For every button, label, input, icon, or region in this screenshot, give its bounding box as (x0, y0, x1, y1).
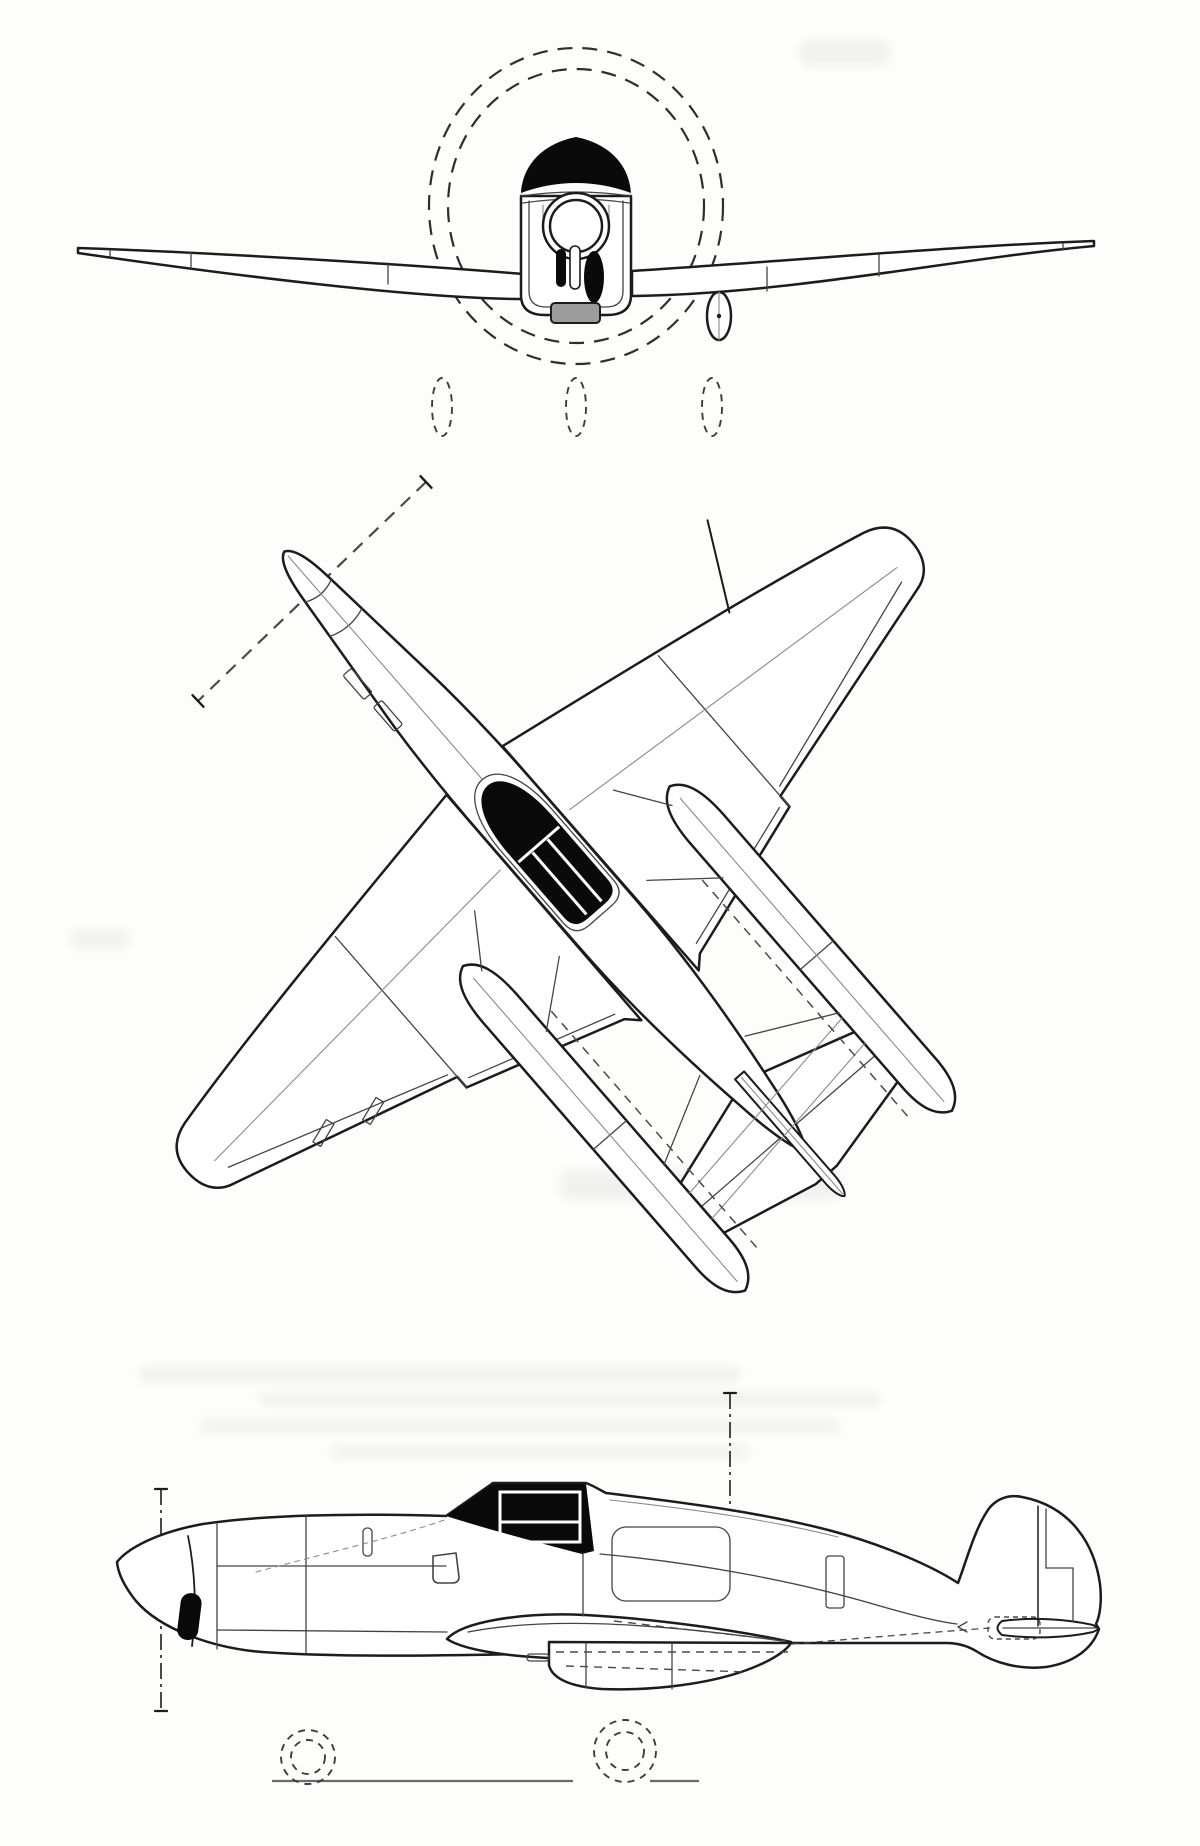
intake-slot-left (556, 249, 566, 287)
ghost-wheels-front (432, 378, 722, 436)
exhaust-opening-front (584, 251, 604, 303)
intake-slot-centre (570, 246, 580, 289)
canopy-dome-front (521, 137, 631, 193)
ground-and-wheels (272, 1720, 699, 1784)
front-view (78, 48, 1094, 436)
radiator-block (551, 303, 600, 323)
main-wheel-front (707, 292, 731, 340)
fuselage-front (521, 137, 631, 323)
ghost-wheel (281, 1730, 335, 1784)
ghost-wheel (594, 1720, 656, 1782)
plan-view (0, 237, 1200, 1516)
